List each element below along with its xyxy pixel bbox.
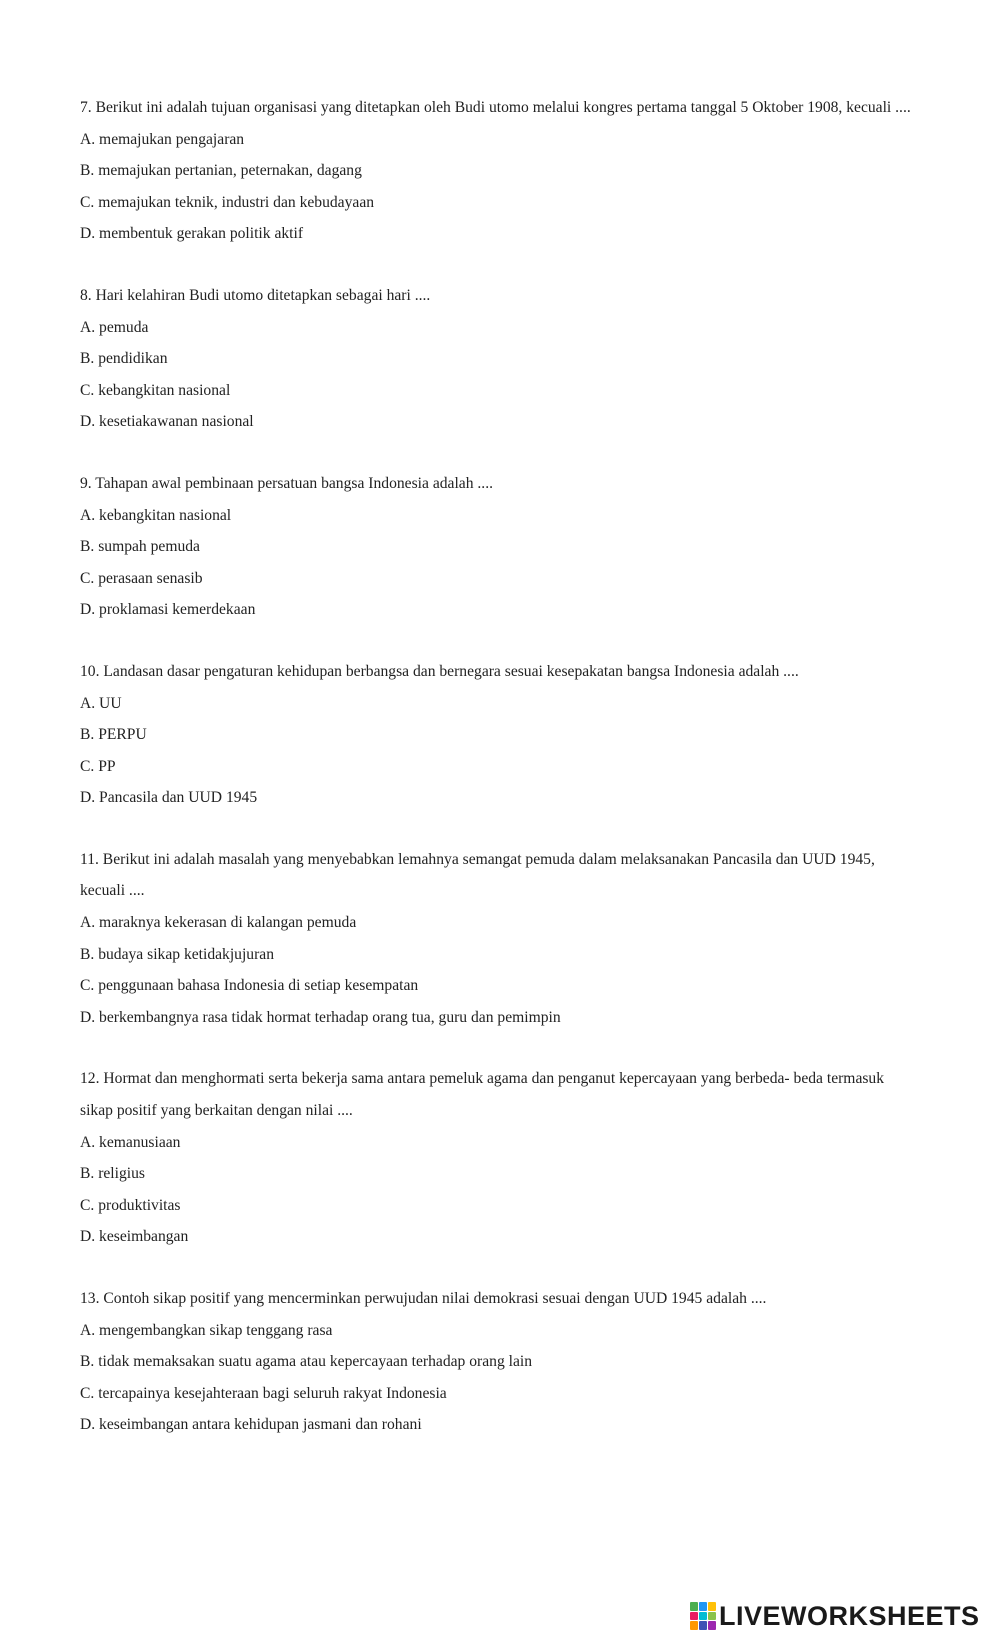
question-7: [80, 92, 920, 250]
option-d: D. kesetiakawanan nasional: [80, 413, 254, 431]
logo-square: [699, 1621, 707, 1630]
option-b: B. memajukan pertanian, peternakan, dagang: [80, 162, 362, 180]
option-c: C. tercapainya kesejahteraan bagi seluruh rakyat Indonesia: [80, 1384, 447, 1402]
question-text: 8. Hari kelahiran Budi utomo ditetapkan sebagai hari ....: [80, 286, 431, 304]
question-9: [80, 468, 920, 626]
option-d: D. keseimbangan: [80, 1228, 189, 1246]
option-c: C. produktivitas: [80, 1196, 181, 1214]
option-a: A. UU: [80, 694, 122, 712]
brand-name: LIVEWORKSHEETS: [719, 1600, 980, 1631]
logo-square: [690, 1621, 698, 1630]
question-text: 9. Tahapan awal pembinaan persatuan bangsa Indonesia adalah ....: [80, 474, 493, 492]
logo-square: [690, 1602, 698, 1611]
logo-square: [699, 1602, 707, 1611]
logo-square: [699, 1612, 707, 1621]
option-c: C. memajukan teknik, industri dan kebudayaan: [80, 193, 375, 211]
logo-square: [708, 1621, 716, 1630]
question-text: 7. Berikut ini adalah tujuan organisasi yang ditetapkan oleh Budi utomo melalui kongres pertama tanggal 5 Oktober 1908, kecuali ....: [80, 99, 911, 116]
option-d: D. Pancasila dan UUD 1945: [80, 789, 258, 807]
option-d: D. membentuk gerakan politik aktif: [80, 225, 304, 243]
option-b: B. pendidikan: [80, 350, 168, 368]
question-11: [80, 844, 920, 1034]
option-b: B. religius: [80, 1165, 145, 1183]
option-b: B. PERPU: [80, 726, 147, 744]
option-a: A. maraknya kekerasan di kalangan pemuda: [80, 914, 357, 932]
option-d: D. keseimbangan antara kehidupan jasmani dan rohani: [80, 1416, 422, 1434]
liveworksheets-brand[interactable]: [690, 1599, 980, 1633]
question-12: [80, 1063, 920, 1253]
option-c: C. kebangkitan nasional: [80, 381, 231, 399]
option-c: C. penggunaan bahasa Indonesia di setiap kesempatan: [80, 977, 419, 995]
question-text: 13. Contoh sikap positif yang mencerminkan perwujudan nilai demokrasi sesuai dengan UUD 1945 adalah ....: [80, 1290, 767, 1307]
worksheet-page: [80, 92, 920, 1471]
question-text: 12. Hormat dan menghormati serta bekerja sama antara pemeluk agama dan penganut kepercayaan yang berbeda- beda termasuk sikap positif yang berkaitan dengan nilai ....: [80, 1070, 885, 1120]
question-13: [80, 1283, 920, 1441]
option-c: C. perasaan senasib: [80, 569, 203, 587]
option-a: A. kemanusiaan: [80, 1133, 181, 1151]
option-a: A. memajukan pengajaran: [80, 130, 245, 148]
option-b: B. sumpah pemuda: [80, 538, 200, 556]
logo-square: [708, 1602, 716, 1611]
option-c: C. PP: [80, 757, 116, 775]
option-d: D. proklamasi kemerdekaan: [80, 601, 256, 619]
option-a: A. mengembangkan sikap tenggang rasa: [80, 1321, 333, 1339]
option-a: A. pemuda: [80, 318, 149, 336]
option-b: B. budaya sikap ketidakjujuran: [80, 945, 275, 963]
liveworksheets-logo-icon: [690, 1602, 716, 1630]
logo-square: [690, 1612, 698, 1621]
question-text: 10. Landasan dasar pengaturan kehidupan berbangsa dan bernegara sesuai kesepakatan bangsa Indonesia adalah ....: [80, 662, 799, 680]
question-text: 11. Berikut ini adalah masalah yang menyebabkan lemahnya semangat pemuda dalam melaksanakan Pancasila dan UUD 1945, kecuali ....: [80, 850, 875, 900]
option-d: D. berkembangnya rasa tidak hormat terhadap orang tua, guru dan pemimpin: [80, 1008, 561, 1026]
logo-square: [708, 1612, 716, 1621]
option-a: A. kebangkitan nasional: [80, 506, 232, 524]
question-10: [80, 656, 920, 814]
option-b: B. tidak memaksakan suatu agama atau kepercayaan terhadap orang lain: [80, 1353, 533, 1371]
question-8: [80, 280, 920, 438]
